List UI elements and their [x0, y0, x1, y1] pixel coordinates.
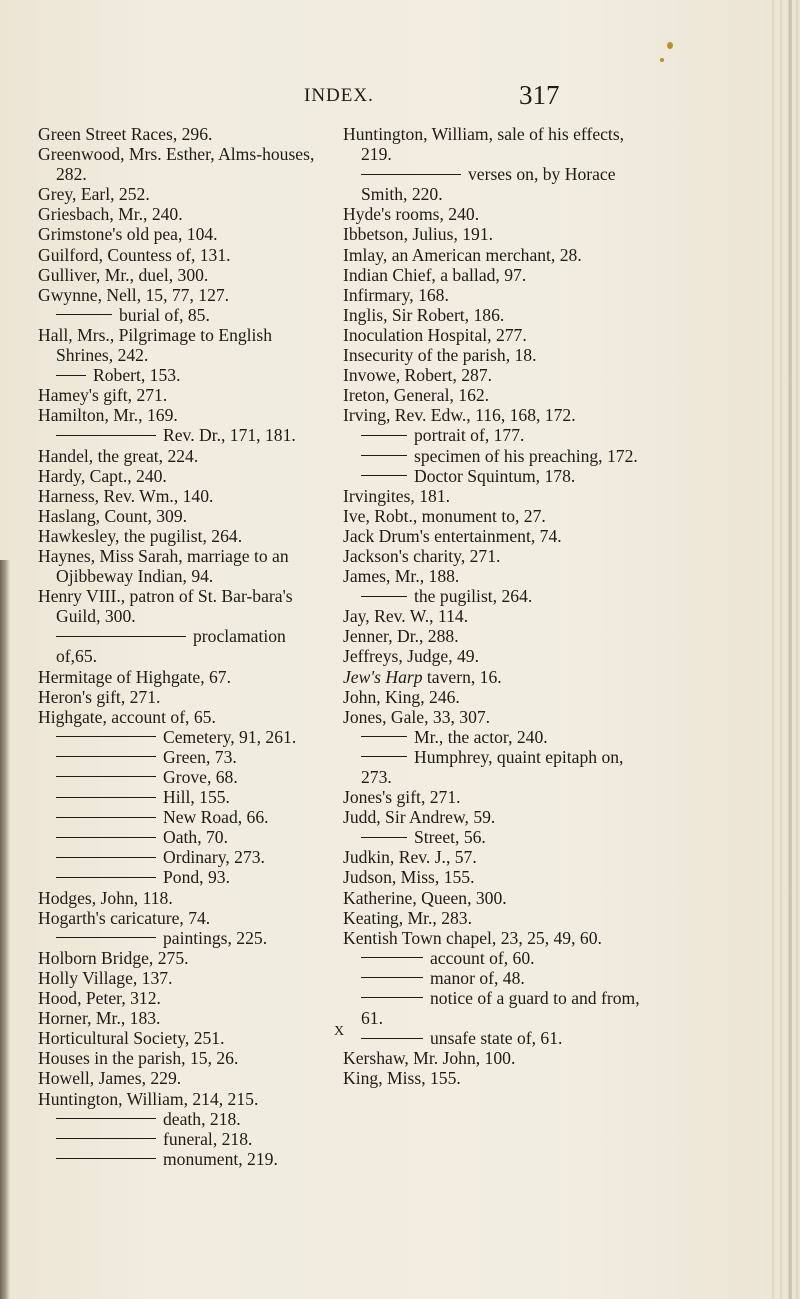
ditto-rule: [361, 736, 407, 737]
index-entry: [38, 908, 326, 928]
index-entry: [343, 124, 645, 164]
ditto-rule: [56, 636, 186, 637]
index-subentry: [343, 164, 645, 204]
index-entry: [343, 687, 645, 707]
entry-text: Jack Drum's entertainment, 74.: [343, 525, 562, 546]
index-entry: [38, 687, 326, 707]
entry-text: Green Street Races, 296.: [38, 124, 213, 144]
entry-text: Ibbetson, Julius, 191.: [343, 224, 494, 245]
index-subentry: [343, 968, 645, 988]
entry-text: Judd, Sir Andrew, 59.: [343, 807, 496, 828]
entry-text: Howell, James, 229.: [38, 1068, 182, 1089]
entry-text: Harness, Rev. Wm., 140.: [38, 485, 214, 506]
entry-text: Hogarth's caricature, 74.: [38, 907, 211, 928]
index-entry: [38, 224, 326, 244]
entry-text: paintings, 225.: [163, 927, 268, 948]
index-subentry: [38, 847, 326, 867]
index-subentry: [343, 827, 645, 847]
entry-text: Jenner, Dr., 288.: [343, 626, 459, 647]
index-entry: [38, 486, 326, 506]
entry-text: Hood, Peter, 312.: [38, 988, 161, 1009]
index-entry: [38, 405, 326, 425]
index-subentry: [38, 425, 326, 445]
entry-text: Gwynne, Nell, 15, 77, 127.: [38, 284, 230, 305]
entry-text: Jew's Harp tavern, 16.: [343, 666, 502, 687]
ditto-rule: [56, 1158, 156, 1159]
index-subentry: [38, 747, 326, 767]
index-entry: [343, 486, 645, 506]
entry-text: Hyde's rooms, 240.: [343, 204, 480, 225]
index-subentry: [38, 626, 326, 666]
entry-text: Hill, 155.: [163, 787, 230, 808]
index-entry: [38, 144, 326, 184]
entry-text: Robert, 153.: [93, 365, 181, 386]
entry-text: Holly Village, 137.: [38, 967, 173, 988]
entry-text: Jones, Gale, 33, 307.: [343, 706, 491, 727]
entry-text: Guilford, Countess of, 131.: [38, 244, 231, 265]
index-entry: [343, 506, 645, 526]
index-subentry: [38, 807, 326, 827]
entry-text: Handel, the great, 224.: [38, 445, 199, 466]
index-subentry: [38, 928, 326, 948]
ditto-rule: [56, 375, 86, 376]
entry-text: notice of a guard to and from, 61.: [361, 988, 640, 1029]
entry-text: King, Miss, 155.: [343, 1068, 461, 1089]
entry-text: Invowe, Robert, 287.: [343, 365, 493, 386]
entry-text: Jay, Rev. W., 114.: [343, 606, 469, 627]
entry-text: Grimstone's old pea, 104.: [38, 224, 218, 245]
entry-text: Kershaw, Mr. John, 100.: [343, 1048, 516, 1069]
entry-text: Green, 73.: [163, 746, 237, 767]
index-entry: [343, 1048, 645, 1068]
index-subentry: [343, 466, 645, 486]
entry-text: Irving, Rev. Edw., 116, 168, 172.: [343, 405, 576, 426]
index-entry: [38, 506, 326, 526]
ditto-rule: [361, 455, 407, 456]
index-subentry: [38, 1149, 326, 1169]
entry-text: Doctor Squintum, 178.: [414, 465, 576, 486]
entry-text: Inglis, Sir Robert, 186.: [343, 304, 505, 325]
index-entry: [38, 184, 326, 204]
index-entry: [38, 325, 326, 365]
entry-text: funeral, 218.: [163, 1128, 253, 1149]
index-subentry: [343, 727, 645, 747]
entry-text: Gulliver, Mr., duel, 300.: [38, 264, 209, 285]
index-entry: [38, 245, 326, 265]
ditto-rule: [56, 817, 156, 818]
index-subentry: [343, 446, 645, 466]
index-entry: [38, 124, 326, 144]
index-subentry: [38, 305, 326, 325]
entry-text: Haynes, Miss Sarah, marriage to an Ojibbeway Indian, 94.: [38, 545, 289, 587]
entry-text: Ordinary, 273.: [163, 847, 265, 868]
entry-text: Cemetery, 91, 261.: [163, 726, 297, 747]
index-entry: [38, 526, 326, 546]
index-entry: [343, 365, 645, 385]
index-subentry: [38, 1109, 326, 1129]
ditto-rule: [361, 475, 407, 476]
ditto-rule: [361, 174, 461, 175]
index-entry: [343, 626, 645, 646]
entry-text: Keating, Mr., 283.: [343, 907, 473, 928]
entry-text: Humphrey, quaint epitaph on, 273.: [361, 746, 624, 787]
entry-text: Hardy, Capt., 240.: [38, 465, 167, 486]
index-entry: [38, 1008, 326, 1028]
entry-text: Holborn Bridge, 275.: [38, 947, 189, 968]
index-subentry: [343, 425, 645, 445]
ditto-rule: [56, 1118, 156, 1119]
index-entry: [343, 245, 645, 265]
ditto-rule: [56, 776, 156, 777]
entry-text: Henry VIII., patron of St. Bar-bara's Guild, 300.: [38, 586, 293, 627]
index-entry: [343, 606, 645, 626]
entry-text: manor of, 48.: [430, 967, 525, 988]
index-subentry: [38, 867, 326, 887]
page-edge-line: [789, 0, 792, 1299]
page-number: 317: [519, 80, 560, 110]
index-entry: [38, 466, 326, 486]
ditto-rule: [56, 314, 112, 315]
index-entry: [38, 285, 326, 305]
entry-text: Highgate, account of, 65.: [38, 706, 216, 727]
entry-text: unsafe state of, 61.: [430, 1028, 563, 1049]
ditto-rule: [361, 997, 423, 998]
entry-text: Pond, 93.: [163, 867, 230, 888]
index-entry: [343, 405, 645, 425]
entry-text: Irvingites, 181.: [343, 485, 451, 506]
ditto-rule: [56, 1138, 156, 1139]
index-entry: [343, 928, 645, 948]
page-header: [0, 80, 800, 120]
entry-text: Hamilton, Mr., 169.: [38, 405, 178, 426]
index-entry: [343, 847, 645, 867]
ditto-rule: [56, 877, 156, 878]
ditto-rule: [56, 435, 156, 436]
index-entry: [343, 646, 645, 666]
ditto-rule: [56, 857, 156, 858]
entry-text: proclamation of,65.: [56, 626, 286, 667]
entry-text: Jeffreys, Judge, 49.: [343, 646, 479, 667]
entry-text: James, Mr., 188.: [343, 566, 460, 587]
index-entry: [343, 546, 645, 566]
entry-text: verses on, by Horace Smith, 220.: [361, 164, 616, 205]
index-subentry: [38, 787, 326, 807]
entry-text: Houses in the parish, 15, 26.: [38, 1048, 239, 1069]
ditto-rule: [56, 837, 156, 838]
index-entry: [343, 807, 645, 827]
index-entry: [343, 285, 645, 305]
entry-text: Jackson's charity, 271.: [343, 545, 501, 566]
index-entry: [38, 1048, 326, 1068]
entry-text: Hermitage of Highgate, 67.: [38, 666, 231, 687]
index-entry: [343, 867, 645, 887]
entry-text: Judson, Miss, 155.: [343, 867, 475, 888]
index-entry: [343, 667, 645, 687]
index-subentry: [343, 1028, 645, 1048]
index-entry: [38, 546, 326, 586]
entry-text: Jones's gift, 271.: [343, 787, 461, 808]
index-subentry: [38, 1129, 326, 1149]
index-entry: [38, 948, 326, 968]
index-entry: [38, 667, 326, 687]
entry-text: Horner, Mr., 183.: [38, 1008, 161, 1029]
entry-text: Street, 56.: [414, 827, 486, 848]
entry-text: burial of, 85.: [119, 304, 210, 325]
ditto-rule: [56, 736, 156, 737]
index-entry: [38, 446, 326, 466]
entry-text: death, 218.: [163, 1108, 241, 1129]
page-gutter-shadow: [0, 560, 10, 1299]
ditto-rule: [361, 435, 407, 436]
entry-text: Heron's gift, 271.: [38, 686, 161, 707]
index-subentry: [343, 988, 645, 1028]
foxing-speck: [667, 42, 673, 49]
entry-text: Horticultural Society, 251.: [38, 1028, 225, 1049]
entry-text: Insecurity of the parish, 18.: [343, 345, 537, 366]
ditto-rule: [56, 756, 156, 757]
index-subentry: [343, 747, 645, 787]
index-entry: [343, 345, 645, 365]
entry-text: Judkin, Rev. J., 57.: [343, 847, 477, 868]
entry-text: Griesbach, Mr., 240.: [38, 204, 183, 225]
entry-text: Indian Chief, a ballad, 97.: [343, 264, 527, 285]
entry-text: Infirmary, 168.: [343, 284, 449, 305]
index-subentry: [38, 365, 326, 385]
entry-text: Huntington, William, sale of his effects, 219.: [343, 124, 625, 165]
entry-text: Inoculation Hospital, 277.: [343, 324, 527, 345]
entry-text: Rev. Dr., 171, 181.: [163, 425, 296, 446]
entry-text: Huntington, William, 214, 215.: [38, 1088, 259, 1109]
index-entry: [343, 888, 645, 908]
ditto-rule: [361, 837, 407, 838]
entry-text: Hall, Mrs., Pilgrimage to English Shrines, 242.: [38, 324, 273, 366]
entry-text: Mr., the actor, 240.: [414, 726, 548, 747]
index-subentry: [343, 948, 645, 968]
entry-text: account of, 60.: [430, 947, 535, 968]
index-subentry: [38, 827, 326, 847]
index-entry: [343, 265, 645, 285]
index-entry: [38, 988, 326, 1008]
index-entry: [343, 204, 645, 224]
signature-mark: X: [334, 1024, 345, 1039]
ditto-rule: [361, 596, 407, 597]
index-entry: [38, 1089, 326, 1109]
ditto-rule: [56, 937, 156, 938]
ditto-rule: [361, 756, 407, 757]
entry-text: Oath, 70.: [163, 827, 228, 848]
index-entry: [38, 586, 326, 626]
entry-text: Greenwood, Mrs. Esther, Alms-houses, 282.: [38, 144, 315, 185]
entry-text: Hamey's gift, 271.: [38, 385, 168, 406]
index-entry: [38, 1068, 326, 1088]
entry-text: Katherine, Queen, 300.: [343, 887, 507, 908]
index-entry: [343, 1068, 645, 1088]
entry-text: Ive, Robt., monument to, 27.: [343, 505, 546, 526]
entry-text: portrait of, 177.: [414, 425, 525, 446]
ditto-rule: [361, 977, 423, 978]
index-subentry: [38, 727, 326, 747]
index-entry: [38, 265, 326, 285]
entry-text: Imlay, an American merchant, 28.: [343, 244, 582, 265]
index-subentry: [343, 586, 645, 606]
index-entry: [38, 707, 326, 727]
entry-text: Grey, Earl, 252.: [38, 184, 150, 205]
running-head: INDEX.: [304, 85, 374, 106]
index-entry: [343, 787, 645, 807]
index-entry: [343, 908, 645, 928]
entry-text: monument, 219.: [163, 1148, 278, 1169]
entry-text: specimen of his preaching, 172.: [414, 445, 638, 466]
index-entry: [343, 305, 645, 325]
index-entry: [38, 385, 326, 405]
entry-text: Kentish Town chapel, 23, 25, 49, 60.: [343, 927, 602, 948]
entry-text: Hawkesley, the pugilist, 264.: [38, 525, 243, 546]
ditto-rule: [56, 797, 156, 798]
entry-text: Hodges, John, 118.: [38, 887, 173, 908]
index-entry: [343, 707, 645, 727]
index-column-left: [38, 124, 326, 1169]
index-entry: [38, 204, 326, 224]
index-entry: [343, 566, 645, 586]
ditto-rule: [361, 957, 423, 958]
entry-text: the pugilist, 264.: [414, 586, 533, 607]
ditto-rule: [361, 1038, 423, 1039]
index-entry: [343, 385, 645, 405]
index-entry: [343, 325, 645, 345]
page-edge-stack: [766, 0, 800, 1299]
entry-text: Haslang, Count, 309.: [38, 505, 188, 526]
index-entry: [38, 968, 326, 988]
index-entry: [343, 526, 645, 546]
index-entry: [38, 1028, 326, 1048]
index-column-right: [343, 124, 645, 1089]
foxing-speck: [660, 58, 664, 62]
entry-text: New Road, 66.: [163, 807, 269, 828]
index-subentry: [38, 767, 326, 787]
index-entry: [38, 888, 326, 908]
entry-text: Ireton, General, 162.: [343, 385, 490, 406]
index-entry: [343, 224, 645, 244]
entry-text: Grove, 68.: [163, 767, 238, 787]
entry-text: John, King, 246.: [343, 686, 460, 707]
